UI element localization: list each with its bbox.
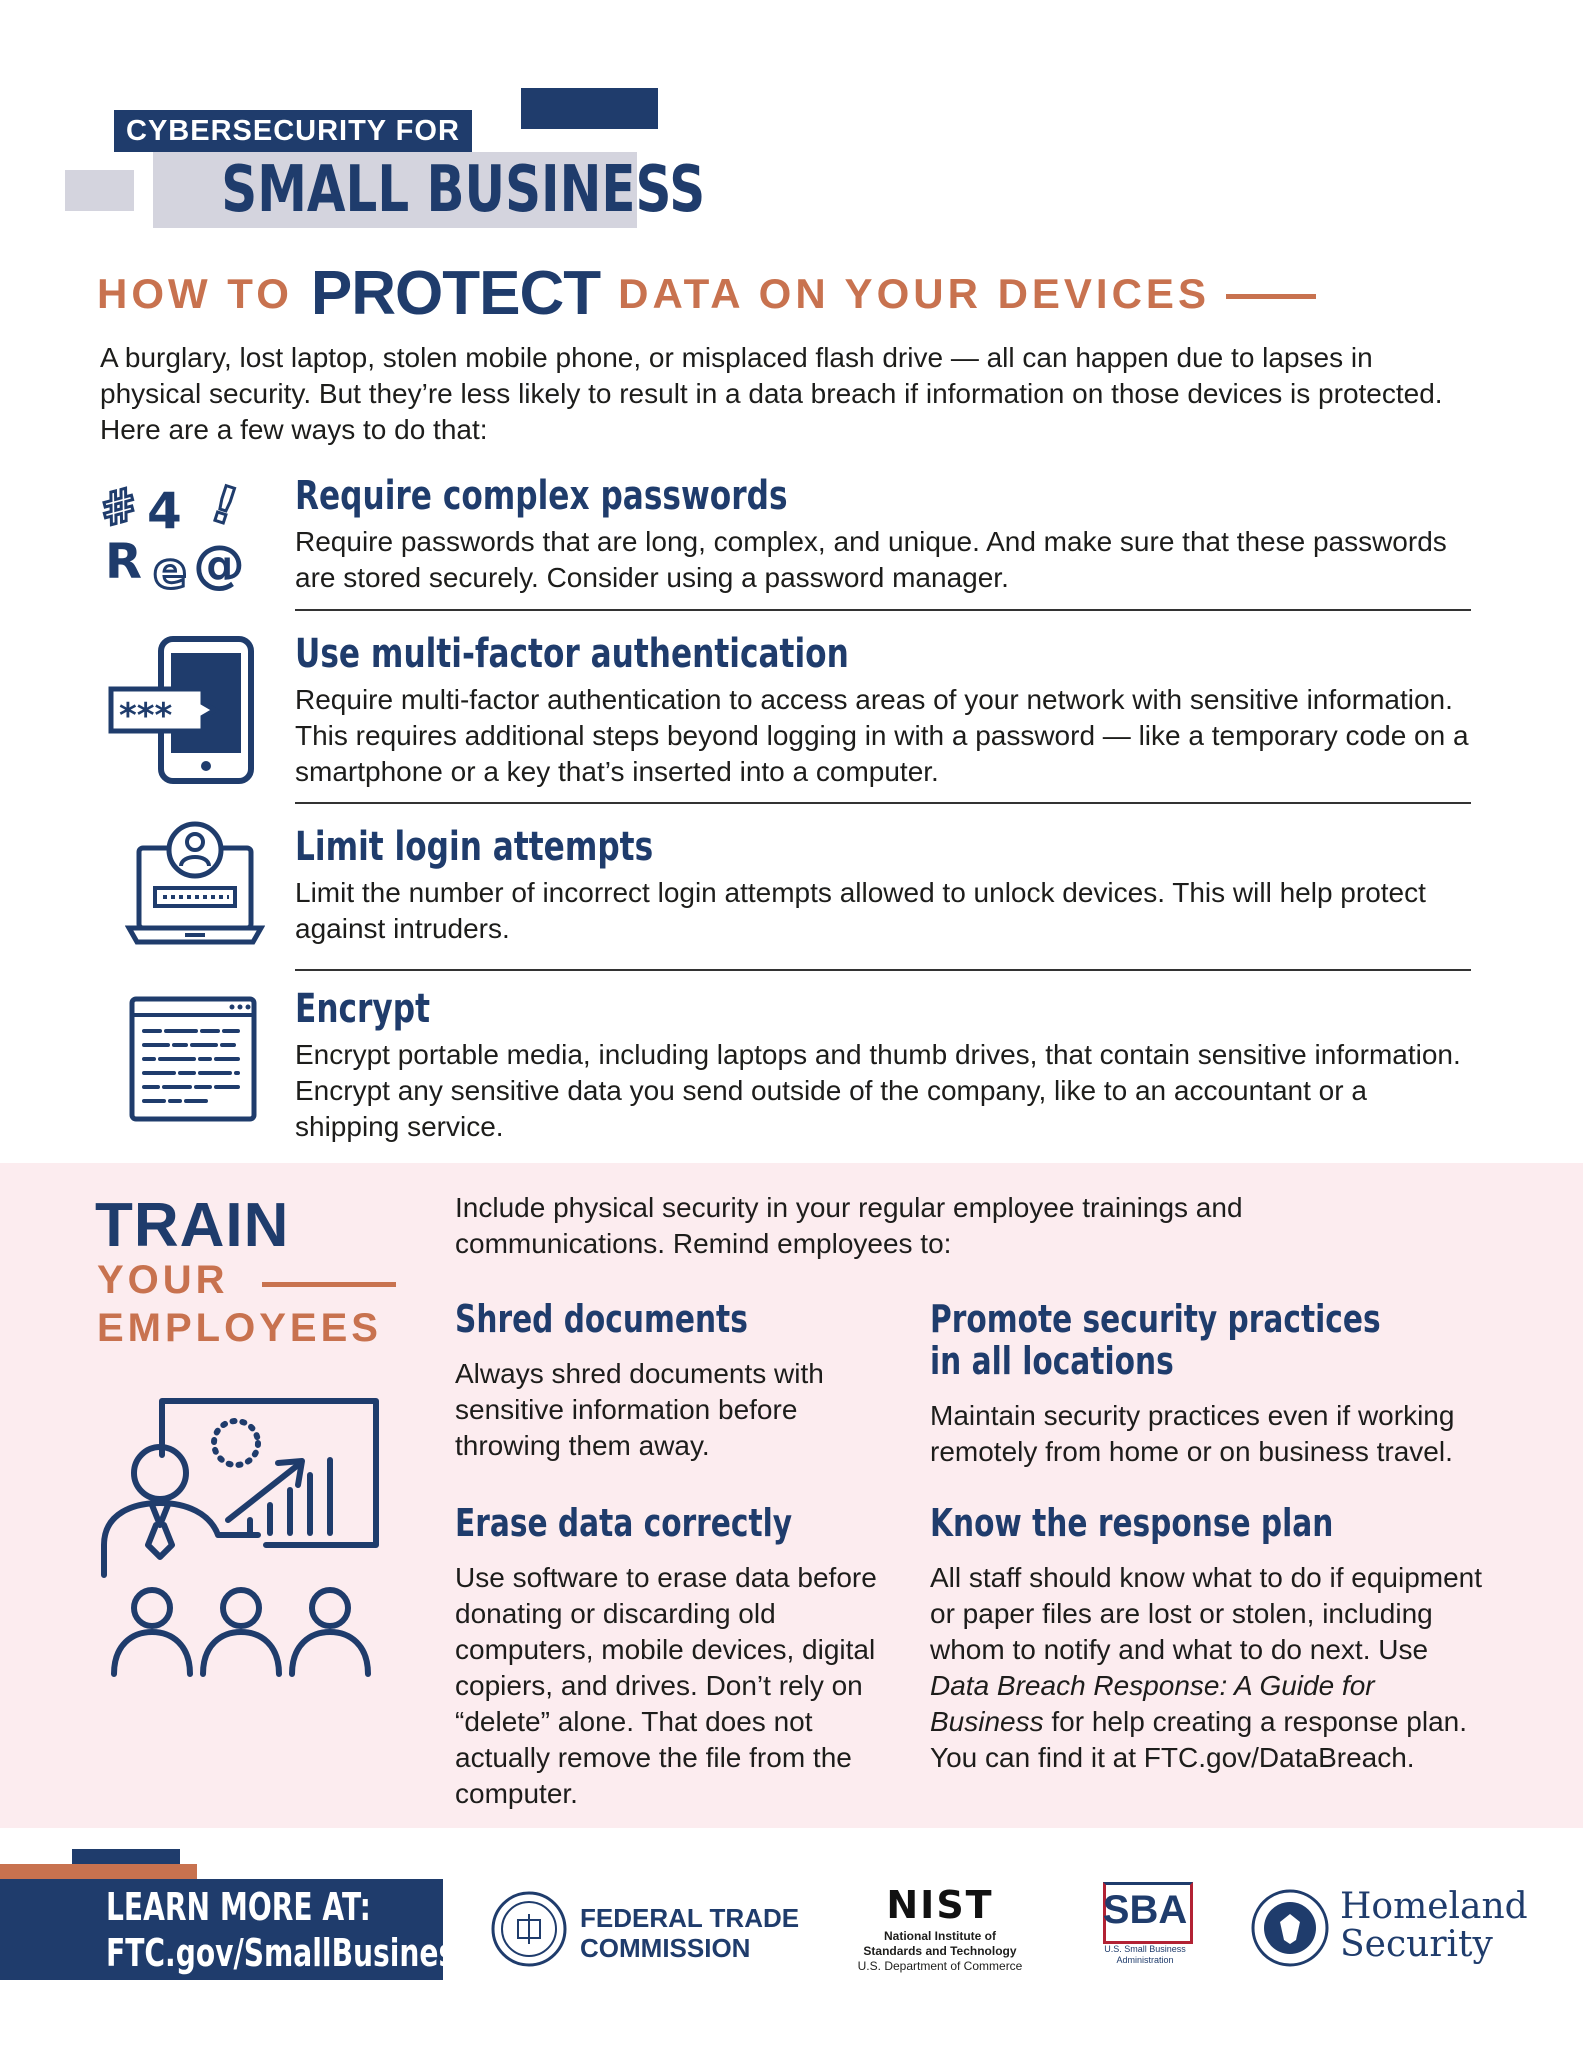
training-subheading-employees: EMPLOYEES [97, 1306, 382, 1350]
four-glyph: 4 [147, 482, 182, 540]
item-title: Use multi-factor authentication [295, 631, 849, 677]
nist-logo [840, 1885, 1040, 1974]
tip-title: Shred documents [455, 1297, 748, 1341]
tip-shred [455, 1298, 895, 1464]
divider [295, 609, 1471, 611]
tip-body-start: All staff should know what to do if equipment or paper files are lost or stolen, including whom to notify and what to do next. Use [930, 1562, 1483, 1665]
sba-wordmark: SBA [1102, 1888, 1188, 1932]
encrypted-window-icon [128, 995, 258, 1125]
learn-more-url[interactable]: FTC.gov/SmallBusiness [106, 1931, 472, 1975]
item-body: Encrypt portable media, including laptops and thumb drives, that contain sensitive information. Encrypt any sensitive data you send outside of the company, like to an accountant or a shipping service. [295, 1039, 1461, 1142]
nist-line-3: U.S. Department of Commerce [857, 1959, 1023, 1973]
smartphone-code-icon [105, 635, 265, 785]
header-accent-bar [521, 88, 658, 129]
item-encrypt [295, 985, 1495, 1145]
tip-title-line-1: Promote security practices [930, 1297, 1381, 1341]
ftc-seal-icon [490, 1890, 568, 1968]
presentation-training-icon [98, 1395, 383, 1680]
dhs-seal-icon [1250, 1888, 1330, 1968]
sba-line-2: Administration [1116, 1955, 1174, 1965]
training-heading: TRAIN [95, 1191, 290, 1260]
badge-line-1: CYBERSECURITY FOR [114, 110, 472, 152]
tip-response-plan [930, 1502, 1510, 1776]
ftc-line-1: FEDERAL TRADE [580, 1903, 800, 1933]
item-mfa [295, 630, 1495, 790]
tip-body: Always shred documents with sensitive information before throwing them away. [455, 1358, 824, 1461]
divider [295, 969, 1471, 971]
title-rule [1226, 294, 1316, 299]
at-glyph: @ [193, 535, 245, 595]
item-body: Limit the number of incorrect login attempts allowed to unlock devices. This will help protect against intruders. [295, 877, 1426, 944]
nist-line-2: Standards and Technology [863, 1944, 1017, 1958]
tip-erase [455, 1502, 895, 1812]
r-glyph: R [105, 534, 142, 590]
page-title [97, 258, 1316, 329]
item-body: Require multi-factor authentication to access areas of your network with sensitive information. This requires additional steps beyond logging in with a password — like a temporary code on a smartphone or a key that’s inserted into a computer. [295, 684, 1469, 787]
divider [295, 802, 1471, 804]
title-emphasis: PROTECT [310, 259, 601, 328]
intro-paragraph: A burglary, lost laptop, stolen mobile phone, or misplaced flash drive — all can happen due to lapses in physical security. But they’re less likely to result in a data breach if information on those devices is protected. Here are a few ways to do that: [100, 342, 1443, 445]
tip-title-line-2: in all locations [930, 1339, 1174, 1383]
hash-glyph: # [95, 478, 144, 538]
password-characters-icon [95, 470, 260, 595]
tip-body [930, 1560, 1490, 1776]
tip-body: Use software to erase data before donating or discarding old computers, mobile devices, digital copiers, and drives. Don’t rely on “delete” alone. That does not actually remove the file from the computer. [455, 1562, 877, 1809]
bang-glyph: ! [204, 474, 245, 537]
title-suffix: DATA ON YOUR DEVICES [618, 269, 1210, 317]
item-body: Require passwords that are long, complex, and unique. And make sure that these passwords are stored securely. Consider using a password manager. [295, 526, 1447, 593]
badge-line-2-text: SMALL BUSINESS [221, 153, 706, 227]
stars-glyph: *** [119, 696, 173, 736]
header-accent-block [65, 170, 134, 211]
training-intro: Include physical security in your regular employee trainings and communications. Remind employees to: [455, 1192, 1243, 1259]
tip-title: Erase data correctly [455, 1501, 793, 1545]
title-prefix: HOW TO [97, 269, 293, 317]
dhs-line-2: Security [1340, 1924, 1493, 1965]
learn-more-box [0, 1879, 472, 1980]
item-login [295, 823, 1495, 947]
item-title: Limit login attempts [295, 824, 654, 870]
laptop-login-icon [125, 820, 265, 950]
guide-title: Data Breach Response: A Guide for Business [930, 1670, 1375, 1737]
item-title: Encrypt [295, 986, 431, 1032]
ftc-line-2: COMMISSION [580, 1933, 751, 1963]
ftc-logo-text [580, 1903, 799, 1963]
tip-body-end: for help creating a response plan. You can find it at FTC.gov/DataBreach. [930, 1706, 1468, 1773]
learn-more-label: LEARN MORE AT: [106, 1885, 371, 1929]
tip-promote [930, 1298, 1510, 1470]
dhs-wordmark [1340, 1888, 1528, 1964]
nist-line-1: National Institute of [884, 1929, 996, 1943]
footer-accent-navy [72, 1849, 180, 1864]
tip-body: Maintain security practices even if working remotely from home or on business travel. [930, 1400, 1455, 1467]
sba-line-1: U.S. Small Business [1104, 1944, 1186, 1954]
dhs-line-1: Homeland [1340, 1886, 1528, 1927]
item-title: Require complex passwords [295, 473, 788, 519]
item-passwords [295, 472, 1495, 596]
training-subheading-your: YOUR [97, 1258, 229, 1302]
sba-logo [1095, 1880, 1195, 1966]
badge-line-2 [153, 152, 706, 228]
e-glyph: e [153, 542, 187, 595]
nist-wordmark: NIST [886, 1883, 994, 1927]
training-rule [262, 1282, 396, 1287]
tip-title: Know the response plan [930, 1501, 1334, 1545]
footer-accent-copper [0, 1864, 197, 1879]
